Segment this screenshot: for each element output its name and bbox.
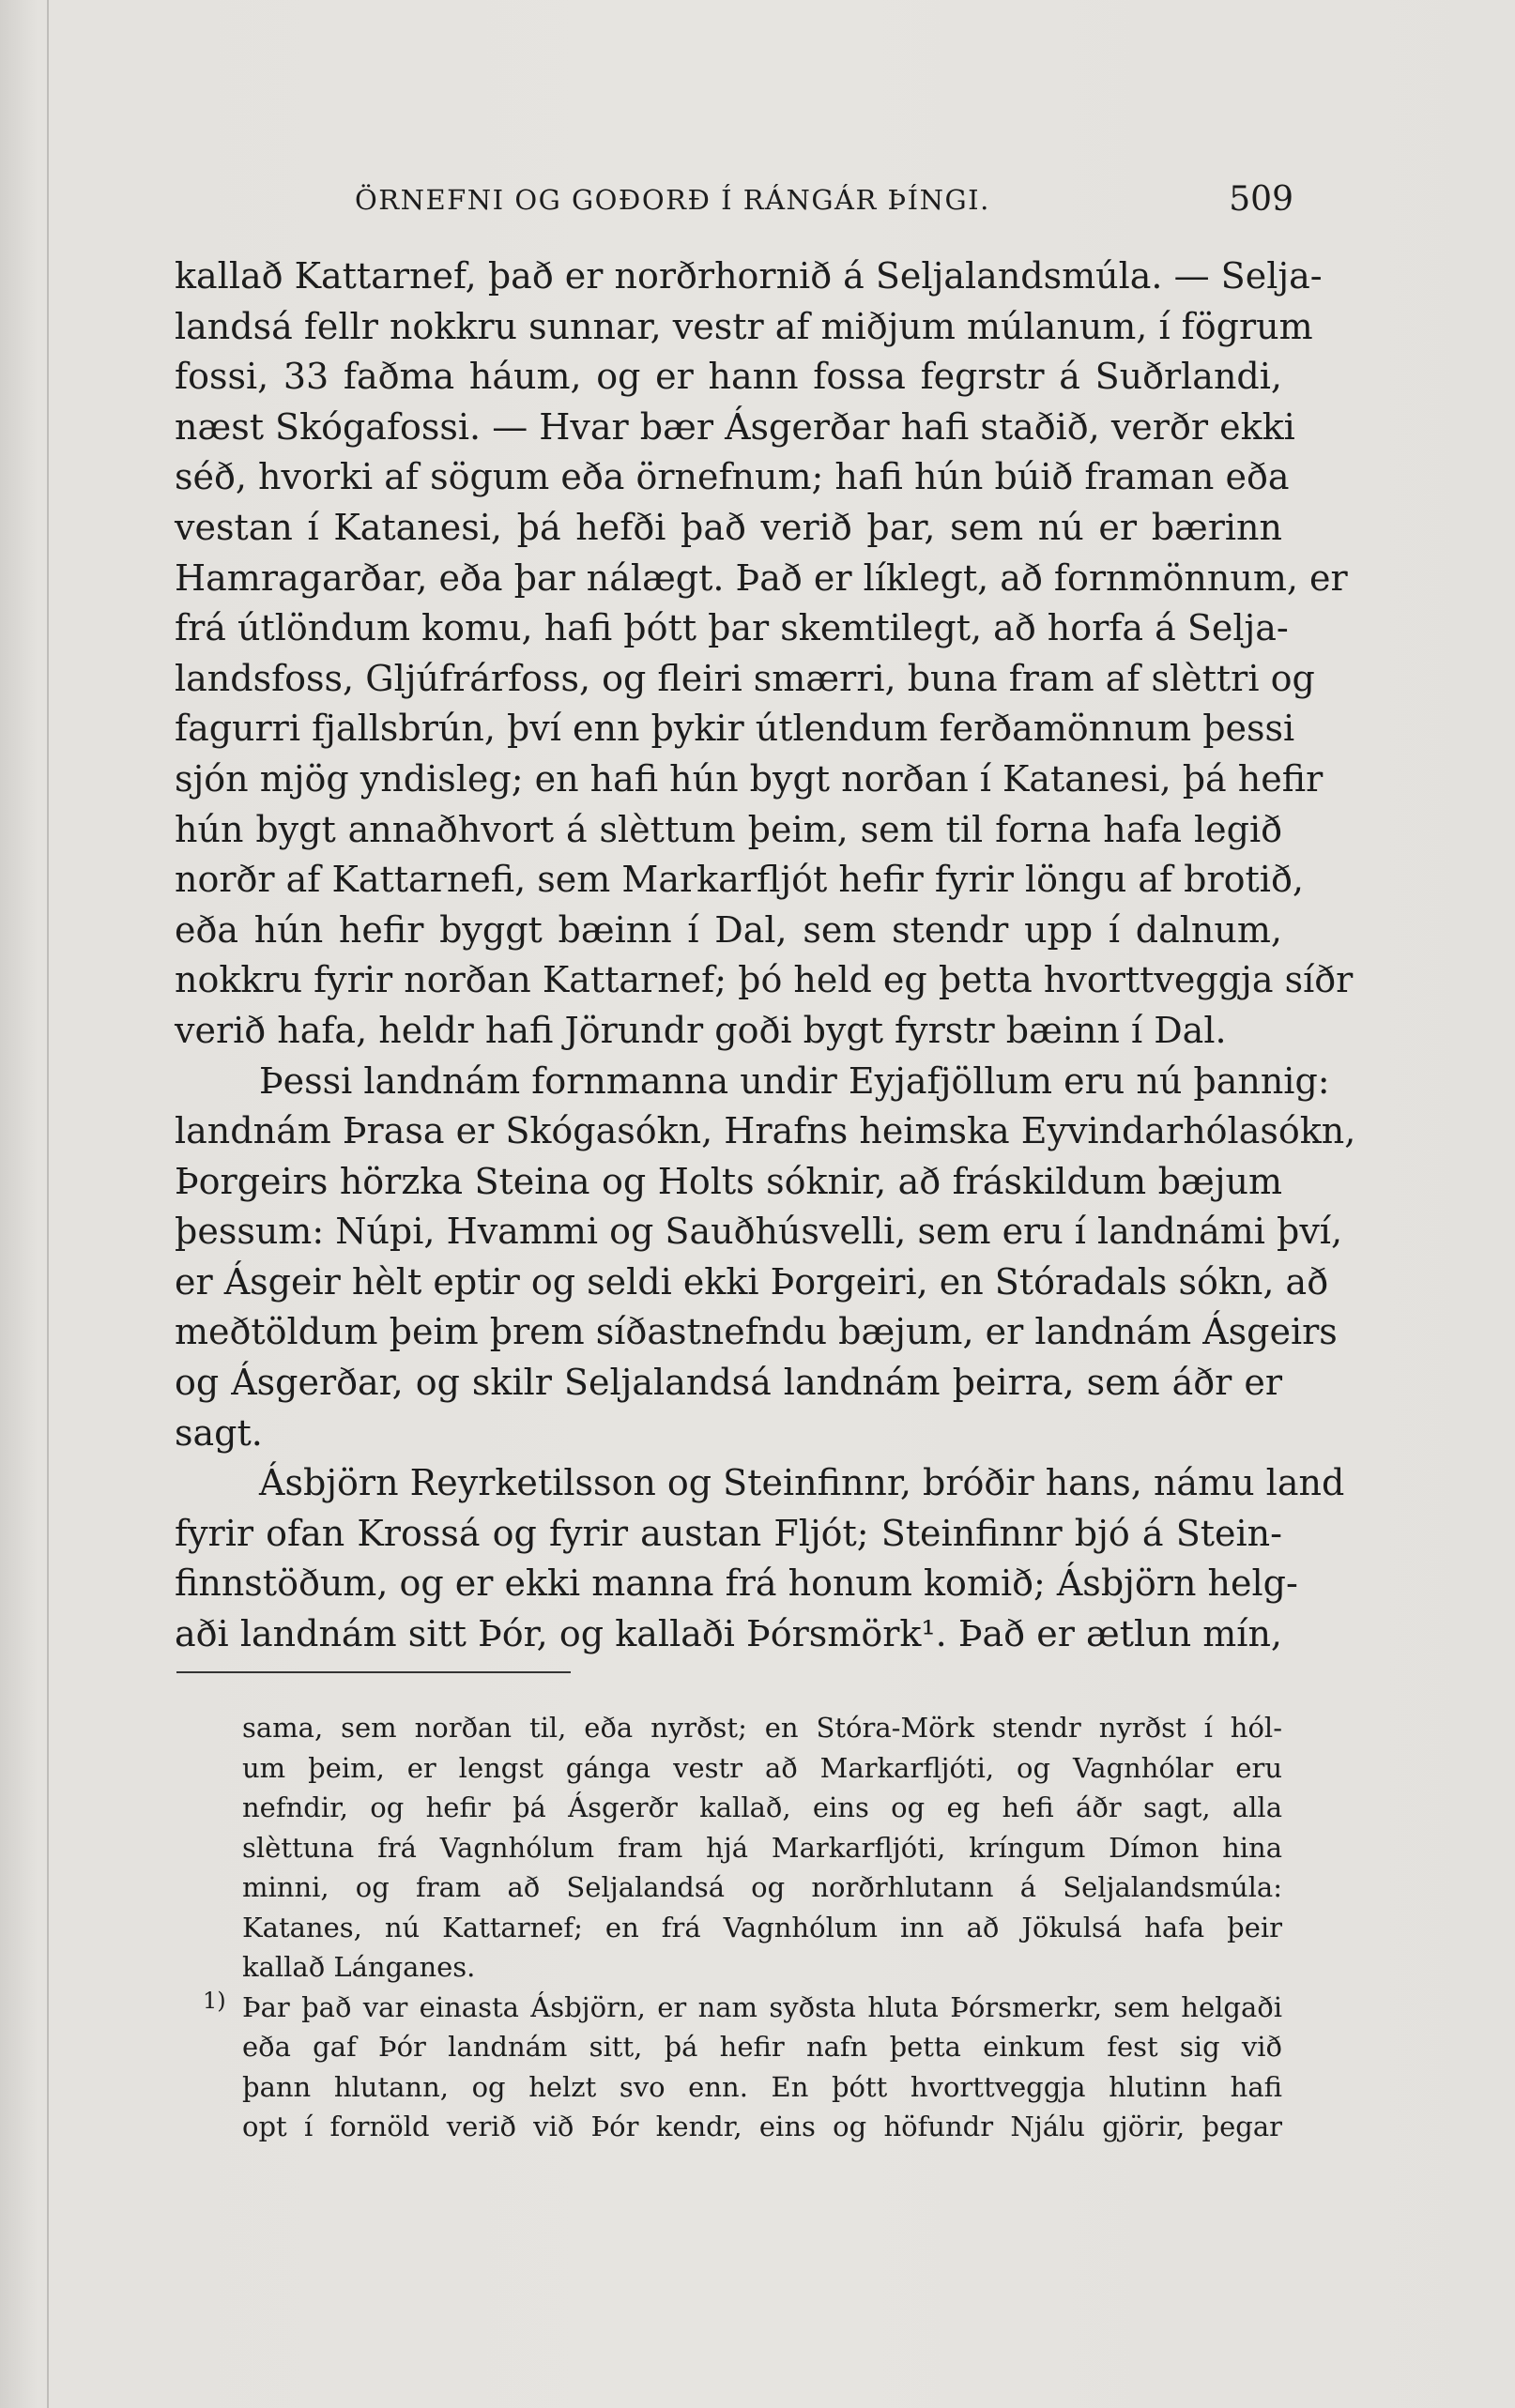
text-line: eða hún hefir byggt bæinn í Dal, sem stendr upp í dalnum, (175, 908, 1282, 951)
text-line: hún bygt annaðhvort á slèttum þeim, sem til forna hafa legið (175, 808, 1282, 850)
text-line: Þessi landnám fornmanna undir Eyjafjöllum eru nú þannig: (259, 1059, 1330, 1102)
text-line: landnám Þrasa er Skógasókn, Hrafns heimska Eyvindarhólasókn, (175, 1110, 1356, 1152)
text-line: fagurri fjallsbrún, því enn þykir útlendum ferðamönnum þessi (175, 708, 1295, 750)
text-line: fyrir ofan Krossá og fyrir austan Fljót; Steinfinnr bjó á Stein- (175, 1512, 1282, 1554)
running-head: ÖRNEFNI OG GOÐORÐ Í RÁNGÁR ÞÍNGI. (355, 184, 990, 216)
text-line: aði landnám sitt Þór, og kallaði Þórsmörk¹. Það er ætlun mín, (175, 1613, 1282, 1655)
text-line: næst Skógafossi. — Hvar bær Ásgerðar hafi staðið, verðr ekki (175, 405, 1295, 448)
footnotes (203, 1708, 1282, 2147)
footnote-line: eða gaf Þór landnám sitt, þá hefir nafn þetta einkum fest sig við (242, 2031, 1282, 2063)
text-line: Hamragarðar, eða þar nálægt. Það er líklegt, að fornmönnum, er (175, 556, 1348, 599)
main-text (175, 251, 1356, 1660)
footnote-line: þann hlutann, og helzt svo enn. En þótt hvorttveggja hlutinn hafi (242, 2070, 1282, 2103)
text-line: nokkru fyrir norðan Kattarnef; þó held eg þetta hvorttveggja síðr (175, 959, 1354, 1001)
text-line: fossi, 33 faðma háum, og er hann fossa fegrstr á Suðrlandi, (175, 356, 1282, 398)
footnote-line: um þeim, er lengst gánga vestr að Markarfljóti, og Vagnhólar eru (242, 1751, 1282, 1784)
page-header (355, 180, 1293, 231)
text-line: og Ásgerðar, og skilr Seljalandsá landnám þeirra, sem áðr er (175, 1362, 1282, 1404)
footnote-line: nefndir, og hefir þá Ásgerðr kallað, eins og eg hefi áðr sagt, alla (242, 1791, 1282, 1823)
footnote-line: minni, og fram að Seljalandsá og norðrhlutann á Seljalandsmúla: (242, 1871, 1282, 1903)
text-line: séð, hvorki af sögum eða örnefnum; hafi hún búið framan eða (175, 456, 1290, 498)
text-line: sjón mjög yndisleg; en hafi hún bygt norðan í Katanesi, þá hefir (175, 757, 1324, 800)
text-line: er Ásgeir hèlt eptir og seldi ekki Þorgeiri, en Stóradals sókn, að (175, 1260, 1329, 1303)
text-line: kallað Kattarnef, það er norðrhornið á Seljalandsmúla. — Selja- (175, 255, 1323, 297)
text-line: meðtöldum þeim þrem síðastnefndu bæjum, er landnám Ásgeirs (175, 1311, 1338, 1353)
footnote-line: slèttuna frá Vagnhólum fram hjá Markarfljóti, kríngum Dímon hina (242, 1831, 1282, 1864)
page-number: 509 (1229, 180, 1293, 219)
footnote-rule (176, 1671, 571, 1673)
footnote-line: Katanes, nú Kattarnef; en frá Vagnhólum inn að Jökulsá hafa þeir (242, 1911, 1282, 1943)
text-line: finnstöðum, og er ekki manna frá honum komið; Ásbjörn helg- (175, 1562, 1298, 1605)
text-line: sagt. (175, 1411, 263, 1454)
text-line: frá útlöndum komu, hafi þótt þar skemtilegt, að horfa á Selja- (175, 607, 1289, 649)
text-line: Þorgeirs hörzka Steina og Holts sóknir, að fráskildum bæjum (175, 1160, 1282, 1202)
text-line: verið hafa, heldr hafi Jörundr goði bygt fyrstr bæinn í Dal. (175, 1009, 1227, 1051)
text-line: þessum: Núpi, Hvammi og Sauðhúsvelli, sem eru í landnámi því, (175, 1211, 1343, 1253)
footnote-line: sama, sem norðan til, eða nyrðst; en Stóra-Mörk stendr nyrðst í hól- (242, 1712, 1282, 1744)
text-line: vestan í Katanesi, þá hefði það verið þar, sem nú er bærinn (175, 506, 1282, 548)
text-line: norðr af Kattarnefi, sem Markarfljót hefir fyrir löngu af brotið, (175, 859, 1304, 901)
text-line: landsfoss, Gljúfrárfoss, og fleiri smærri, buna fram af slèttri og (175, 657, 1315, 699)
text-line: Ásbjörn Reyrketilsson og Steinfinnr, bróðir hans, námu land (259, 1462, 1345, 1504)
text-line: landsá fellr nokkru sunnar, vestr af miðjum múlanum, í fögrum (175, 305, 1313, 347)
binding-edge (47, 0, 49, 2408)
footnote-line: kallað Lánganes. (242, 1951, 476, 1983)
footnote-line: Þar það var einasta Ásbjörn, er nam syðsta hluta Þórsmerkr, sem helgaði (242, 1990, 1282, 2023)
footnote-line: opt í fornöld verið við Þór kendr, eins og höfundr Njálu gjörir, þegar (242, 2111, 1282, 2142)
footnote-marker: 1) (203, 1987, 226, 2014)
